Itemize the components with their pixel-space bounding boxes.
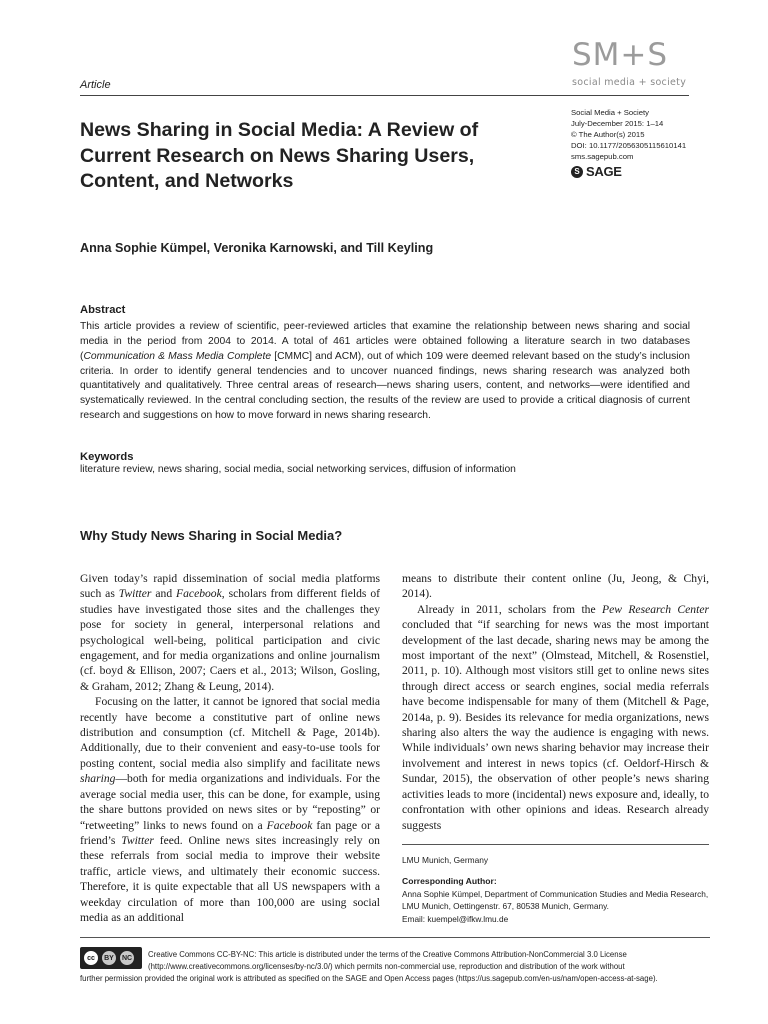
journal-issue: July-December 2015: 1–14 [571,118,664,128]
article-type-label: Article [80,79,111,91]
header-divider [80,95,689,96]
author-list: Anna Sophie Kümpel, Veronika Karnowski, and Till Keyling [80,241,434,255]
body-paragraph: Focusing on the latter, it cannot be ignored that social media recently have become a constitutive part of online news distribution and consumption (cf. Mitchell & Page, 2014b). Additionally, due to their convenient and easy-to-use tools for posting content, social media also simplify and facilitate news sharing—both for media organizations and individuals. For the average social media user, this can be done, for example, using the share buttons provided on news sites or by “reposting” or “retweeting” links to news found on a Facebook fan page or a friend’s Twitter feed. Online news sites increasingly rely on these referrals from social media to improve their website traffic, article views, and ultimately their economic success. Therefore, it is quite expectable that all US newspapers with a weekday circulation of more than 100,000 are using social media as an additional [80,695,380,924]
cc-icon: cc [83,950,99,966]
sage-logo [571,164,622,179]
journal-tagline: social media + society [572,77,687,88]
footer-divider [80,937,710,938]
creative-commons-badge[interactable] [80,947,142,969]
body-column-left [80,571,380,925]
paper-title: News Sharing in Social Media: A Review of Current Research on News Sharing Users, Content, and Networks [80,119,479,193]
section-heading: Why Study News Sharing in Social Media? [80,528,343,543]
keywords-text: literature review, news sharing, social media, social networking services, diffusion of information [80,464,516,475]
abstract-text: This article provides a review of scientific, peer-reviewed articles that examine the relationship between news sharing and social media in the period from 2004 to 2014. A total of 461 articles were obtained following a literature search in two databases (Communication & Mass Media Complete [CMMC] and ACM), out of which 109 were deemed relevant based on the study’s inclusion criteria. In order to identify general tendencies and to uncover nuanced findings, news sharing research was analyzed both quantitatively and qualitatively. Three central areas of research—news sharing users, content, and networks—were identified and systematically reviewed. In the central concluding section, the results of the review are used to provide a critical diagnosis of current research and suggestions on how to move forward in news sharing research. [80,321,691,422]
license-line: Creative Commons CC-BY-NC: This article is distributed under the terms of the Creative Commons Attribution-NonCommercial 3.0 License [148,950,627,959]
corresponding-author-details [402,888,712,925]
body-paragraph: Already in 2011, scholars from the Pew Research Center concluded that “if searching for news was the most important development of the last decade, sharing news may be among the most important of the next” (Olmstead, Mitchell, & Rosenstiel, 2011, p. 10). Although most visitors still get to online news sites through direct access or search engines, social media referrals have become indispensable for many of them (Mitchell & Page, 2014a, p. 9). Besides its relevance for media organizations, news sharing also alters the way the audience is engaging with news. While individuals’ own news sharing behavior may increase their involvement and interest in news topics (cf. Oeldorf-Hirsch & Sundar, 2015), the observation of other people’s news sharing activities leads to more (incidental) news exposure and, ideally, to confrontation with other opinions and ideas. Research already suggests [402,602,709,832]
body-paragraph: Given today’s rapid dissemination of social media platforms such as Twitter and Facebook, scholars from different fields of studies have investigated those sites and the challenges they pose for society in general, interpersonal relations and psychological well-being, political participation and civic engagement, and for media organizations and online journalism (cf. boyd & Ellison, 2007; Caers et al., 2013; Wilson, Gosling, & Graham, 2012; Zhang & Leung, 2014). [80,572,380,693]
license-text [148,949,710,973]
database-name: Communication & Mass Media Complete [83,350,272,362]
journal-name: Social Media + Society [571,108,649,117]
license-attribution-line: further permission provided the original work is attributed as specified on the SAGE and Open Access pages (https://us.sagepub.com/en-us/nam/open-access-at-sage). [80,974,658,983]
journal-meta [571,108,686,163]
sage-mark-icon: S [571,166,583,178]
journal-logo: SM+S [572,37,669,73]
sage-wordmark: SAGE [586,164,622,179]
abstract-heading: Abstract [80,304,126,316]
doi[interactable]: DOI: 10.1177/2056305115610141 [571,140,687,150]
corresponding-author-heading: Corresponding Author: [402,876,497,886]
nc-icon: NC [119,950,135,966]
license-url-line[interactable]: (http://www.creativecommons.org/licenses/by-nc/3.0/) which permits non-commercial use, reproduction and distribution of the work without [148,962,625,971]
journal-url[interactable]: sms.sagepub.com [571,151,634,161]
copyright: © The Author(s) 2015 [571,129,645,139]
keywords-heading: Keywords [80,451,134,463]
body-column-right [402,571,709,833]
by-icon: BY [101,950,117,966]
corresponding-author-address: Anna Sophie Kümpel, Department of Communication Studies and Media Research, LMU Munich, Oettingenstr. 67, 80538 Munich, Germany. [402,889,709,912]
affiliation-divider [402,844,709,845]
body-paragraph: means to distribute their content online (Ju, Jeong, & Chyi, 2014). [402,572,709,601]
corresponding-author-email[interactable]: Email: kuempel@ifkw.lmu.de [402,913,509,924]
author-affiliation: LMU Munich, Germany [402,855,489,865]
